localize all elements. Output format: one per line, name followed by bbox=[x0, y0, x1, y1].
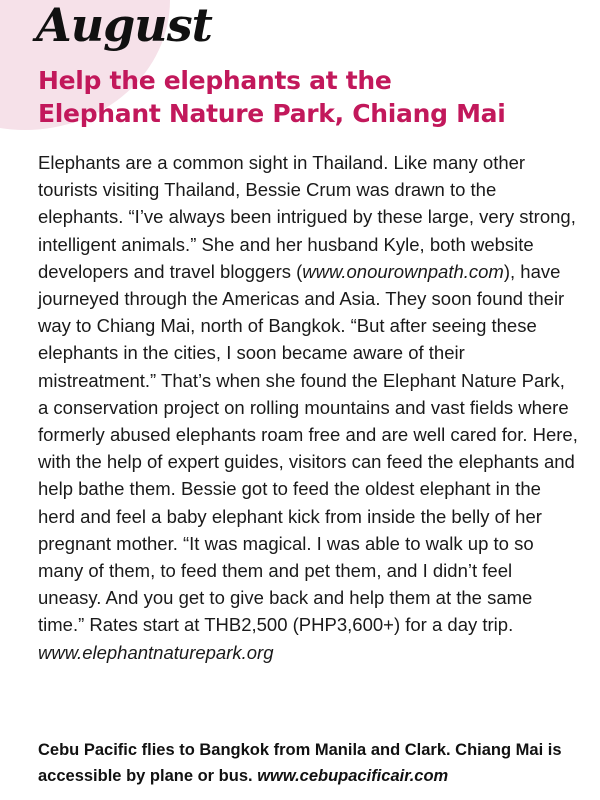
article-body bbox=[38, 149, 578, 666]
article-body-part-1: Elephants are a common sight in Thailand. Like many other tourists visiting Thailand, Bessie Crum was drawn to the elephants. “I’ve always been intrigued by these large, very strong, intelligent animals.” She and her husband Kyle, both website developers and travel bloggers ( bbox=[38, 152, 576, 282]
article-headline bbox=[38, 64, 578, 130]
headline-line-1: Help the elephants at the bbox=[38, 66, 392, 95]
blog-url-link[interactable]: www.onourownpath.com bbox=[302, 260, 504, 282]
park-url-link[interactable]: www.elephantnaturepark.org bbox=[38, 641, 274, 663]
footer-text: Cebu Pacific flies to Bangkok from Manila and Clark. Chiang Mai is accessible by plane or bus. bbox=[38, 741, 562, 785]
cebu-pacific-url-link[interactable]: www.cebupacificair.com bbox=[257, 767, 449, 785]
footer-note bbox=[38, 737, 583, 789]
headline-line-2: Elephant Nature Park, Chiang Mai bbox=[38, 99, 506, 128]
article-body-part-2: ), have journeyed through the Americas and Asia. They soon found their way to Chiang Mai, north of Bangkok. “But after seeing these elephants in the cities, I soon became aware of their mistreatment.” That’s when she found the Elephant Nature Park, a conservation project on rolling mountains and vast fields where formerly abused elephants roam free and are well cared for. Here, with the help of expert guides, visitors can feed the elephants and help bathe them. Bessie got to feed the oldest elephant in the herd and feel a baby elephant kick from inside the belly of her pregnant mother. “It was magical. I was able to walk up to so many of them, to feed them and pet them, and I didn’t feel uneasy. And you get to give back and help them at the same time.” Rates start at THB2,500 (PHP3,600+) for a day trip. bbox=[38, 260, 578, 636]
month-heading: August bbox=[36, 0, 212, 52]
